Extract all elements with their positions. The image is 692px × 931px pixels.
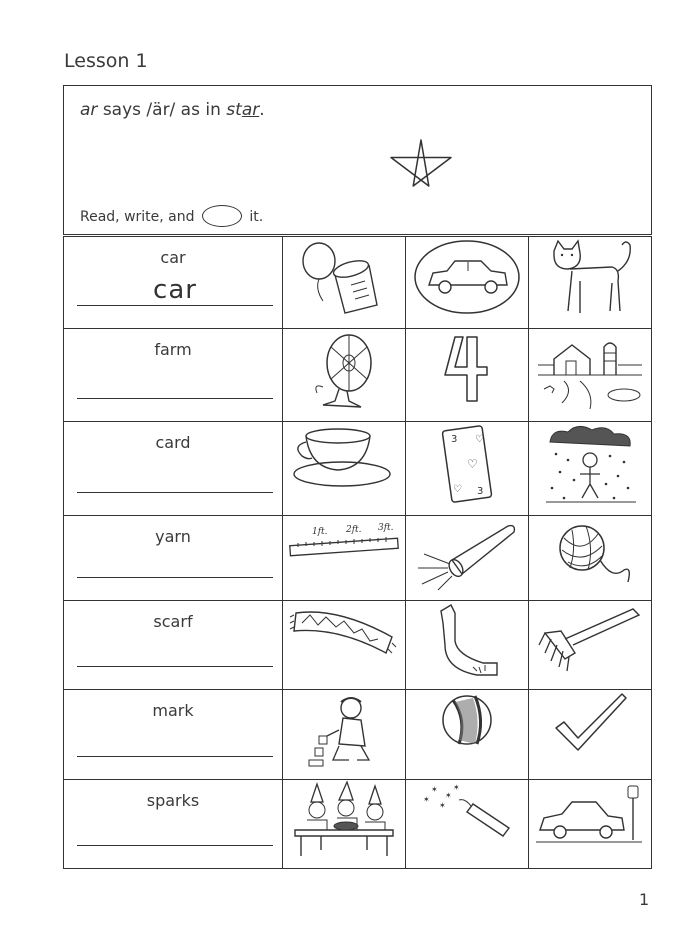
picture-option-child-blocks[interactable] — [283, 690, 406, 779]
ruler-icon — [286, 516, 402, 566]
firecracker-icon — [417, 780, 517, 840]
worksheet-row — [64, 328, 652, 422]
picture-option-ball[interactable] — [406, 690, 529, 779]
check-mark-icon — [550, 690, 630, 754]
word-cell — [64, 422, 283, 516]
rain-storm-icon — [540, 422, 640, 506]
car-icon — [411, 237, 523, 317]
circle-icon — [202, 205, 242, 227]
word-label: farm — [154, 339, 192, 359]
writing-line[interactable] — [77, 398, 273, 399]
worksheet-row — [64, 779, 652, 868]
picture-option-rain[interactable] — [529, 422, 652, 516]
ball-of-yarn-icon — [542, 516, 638, 592]
word-label: scarf — [153, 611, 193, 631]
writing-line[interactable] — [77, 756, 273, 757]
picture-option-card[interactable] — [406, 422, 529, 516]
svg-text:✶: ✶ — [423, 794, 430, 804]
rake-icon — [535, 601, 645, 677]
worksheet-row — [64, 516, 652, 601]
word-label: sparks — [146, 790, 200, 810]
picture-option-cup[interactable] — [283, 422, 406, 516]
word-cell — [64, 237, 283, 329]
writing-line[interactable] — [77, 666, 273, 667]
picture-option-flashlight[interactable] — [406, 516, 529, 601]
svg-text:♡: ♡ — [453, 484, 462, 496]
picture-option-car[interactable] — [406, 237, 529, 329]
writing-line[interactable] — [77, 492, 273, 493]
picture-option-yarn[interactable] — [529, 516, 652, 601]
picture-option-farm[interactable] — [529, 328, 652, 422]
svg-text:♡: ♡ — [475, 434, 484, 446]
ruler-label: 3ft. — [378, 523, 394, 534]
svg-text:3: 3 — [451, 434, 458, 446]
arm-icon — [427, 601, 507, 681]
svg-text:✶: ✶ — [453, 782, 460, 792]
picture-option-car-meter[interactable] — [529, 779, 652, 868]
cup-and-saucer-icon — [292, 422, 396, 492]
svg-text:✶: ✶ — [445, 790, 452, 800]
worksheet-row — [64, 237, 652, 329]
svg-text:3: 3 — [477, 486, 484, 498]
picture-option-fan[interactable] — [283, 328, 406, 422]
ruler-label: 2ft. — [346, 525, 362, 536]
writing-line[interactable] — [77, 274, 273, 306]
picture-option-party[interactable] — [283, 779, 406, 868]
car-at-meter-icon — [534, 780, 646, 850]
svg-text:♡: ♡ — [467, 457, 478, 472]
instruction: Read, write, and it. — [80, 206, 263, 228]
picture-option-scarf[interactable] — [283, 600, 406, 689]
scarf-icon — [288, 601, 400, 661]
farm-icon — [534, 329, 646, 411]
party-children-icon — [291, 780, 397, 860]
word-label: yarn — [155, 527, 191, 547]
phonics-rule: ar says /är/ as in star. — [80, 100, 265, 120]
word-cell — [64, 516, 283, 601]
svg-text:✶: ✶ — [431, 784, 438, 794]
rule-example: star — [226, 100, 260, 120]
word-label: card — [155, 433, 191, 453]
playing-card-icon — [437, 422, 497, 506]
picture-option-balloon-can[interactable] — [283, 237, 406, 329]
word-label: car — [160, 248, 186, 267]
word-cell — [64, 328, 283, 422]
worksheet-row — [64, 600, 652, 689]
number-four-icon — [437, 329, 497, 409]
word-cell — [64, 690, 283, 779]
balloon-and-can-icon — [289, 237, 399, 317]
lesson-title: Lesson 1 — [64, 50, 148, 72]
picture-option-rake[interactable] — [529, 600, 652, 689]
page-number: 1 — [639, 890, 650, 909]
ball-icon — [437, 690, 497, 750]
writing-line[interactable] — [77, 577, 273, 578]
picture-option-four[interactable] — [406, 328, 529, 422]
word-label: mark — [152, 701, 194, 721]
rule-pattern: ar — [80, 100, 98, 120]
picture-option-cat[interactable] — [529, 237, 652, 329]
child-with-blocks-icon — [299, 690, 389, 770]
flashlight-icon — [412, 516, 522, 592]
writing-line[interactable] — [77, 845, 273, 846]
svg-text:✶: ✶ — [439, 800, 446, 810]
ruler-label: 1ft. — [312, 527, 328, 538]
word-cell — [64, 600, 283, 689]
cat-icon — [540, 237, 640, 319]
word-cell — [64, 779, 283, 868]
fan-icon — [299, 329, 389, 413]
worksheet-grid — [63, 236, 652, 869]
worksheet-row — [64, 422, 652, 516]
picture-option-firecracker[interactable] — [406, 779, 529, 868]
rule-box — [63, 85, 652, 235]
written-word: car — [153, 274, 197, 305]
worksheet-row — [64, 690, 652, 779]
rule-text: says /är/ as in — [97, 100, 227, 120]
picture-option-arm[interactable] — [406, 600, 529, 689]
star-icon — [389, 138, 453, 190]
picture-option-check[interactable] — [529, 690, 652, 779]
picture-option-ruler[interactable] — [283, 516, 406, 601]
